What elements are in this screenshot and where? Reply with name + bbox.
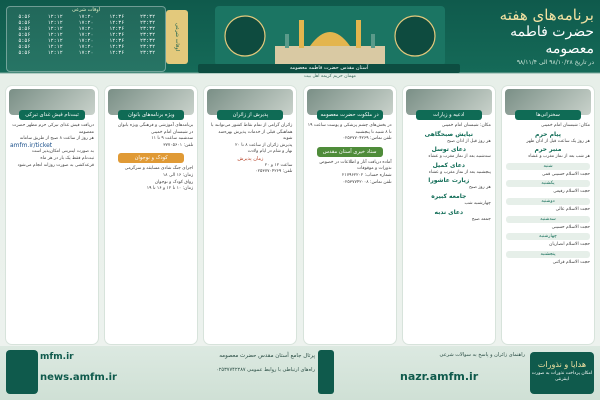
program-text: دریافت فیش غذای تبرکی حرم مطهر حضرت معصومه — [12, 123, 94, 135]
program-text: قرعه‌کشی به صورت روزانه انجام می‌شود — [17, 162, 94, 168]
program-column — [403, 86, 495, 344]
day-label: پنجشنبه — [506, 251, 590, 258]
day-label: چهارشنبه — [506, 233, 590, 240]
program-text: تلفن: ۰۲۵۳۷۷۰۴۲۶۹ — [255, 169, 293, 175]
prayer-time-cell: ۲۳:۳۲ — [140, 44, 156, 50]
program-text: پنجشنبه بعد از نماز مغرب و عشاء — [428, 169, 491, 175]
program-text: زمان پذیرش — [237, 155, 264, 162]
prayer-time-cell: ۲۳:۳۲ — [140, 32, 156, 38]
prayer-time-cell: ۱۷:۲۰ — [78, 50, 94, 56]
prayer-time-cell: ۲۳:۳۲ — [140, 50, 156, 56]
footer-contact-text: راه‌های ارتباطی با روابط عمومی ۰۲۵۳۷۷۴۲۲۸۷ — [216, 367, 315, 373]
subtitle-banner: آستان مقدس حضرت فاطمه معصومه — [198, 64, 460, 73]
day-label: شنبه — [506, 163, 590, 170]
program-text: آماده دریافت آثار و اطلاعات در خصوص نذورات و موقوفات — [319, 159, 392, 172]
subtitle-secondary: مهمان حریم کریمه اهل بیت — [304, 74, 356, 79]
prayer-time-cell: ۲۳:۳۲ — [140, 20, 156, 26]
prayer-time-cell: ۲۳:۳۲ — [140, 38, 156, 44]
day-label: دوشنبه — [506, 198, 590, 205]
donations-subtitle: امکان پرداخت نذورات به صورت اینترنتی — [531, 371, 593, 382]
prayer-time-cell: ۵:۵۶ — [18, 50, 31, 56]
donations-title: هدایا و نذورات — [537, 360, 587, 369]
program-column — [105, 86, 197, 344]
title-line1: برنامه‌های هفته — [499, 6, 594, 24]
prayer-time-cell: ۱۲:۱۲ — [47, 26, 63, 32]
prayer-time-cell: ۱۲:۱۲ — [47, 38, 63, 44]
column-title: ثبت‌نام فیش غذای تبرکی — [19, 110, 85, 120]
program-text: زمان: ۱۶ الی ۱۸ — [162, 172, 194, 178]
prayer-time-cell: ۲۳:۳۲ — [140, 26, 156, 32]
program-text: حجت الاسلام قرائتی — [552, 259, 590, 265]
column-body — [204, 122, 296, 177]
prayer-time-cell: ۵:۵۶ — [18, 20, 31, 26]
title-line2: حضرت فاطمه معصومه — [510, 24, 594, 57]
program-column — [304, 86, 396, 344]
column-body — [105, 122, 197, 194]
prayer-time-cell: ۵:۵۶ — [18, 32, 31, 38]
footer-guide-text: راهنمای زائران و پاسخ به سوالات شرعی — [439, 352, 525, 358]
column-body — [502, 122, 594, 267]
program-text: جامعه کبیره — [431, 192, 467, 200]
shrine-logo-icon — [6, 350, 38, 394]
program-text: در شبستان امام خمینی — [150, 129, 194, 135]
prayer-time-cell: ۱۲:۱۲ — [47, 50, 63, 56]
prayer-time-cell: ۱۲:۳۶ — [109, 20, 125, 26]
shrine-illustration — [215, 6, 445, 66]
title-date: در تاریخ ۹۸/۱۰/۲۸ الی ۹۸/۱۱/۴ — [516, 59, 594, 66]
program-text: پذیرش زائران از ساعت ۸ تا ۲۰ — [235, 142, 293, 148]
header — [0, 0, 600, 78]
footer-portal-text: پرتال جامع آستان مقدس حضرت معصومه — [219, 353, 315, 359]
emblem-icon — [318, 350, 334, 394]
program-text: زیارت عاشورا — [428, 177, 470, 185]
program-text: پیام حرم — [535, 130, 561, 138]
program-text: حجت الاسلام عالی — [555, 206, 590, 212]
program-text: حجت الاسلام حسینی — [551, 224, 590, 230]
prayer-time-cell: ۱۲:۱۲ — [47, 20, 63, 26]
program-text: دعای ندبه — [434, 208, 464, 216]
poster-title — [458, 6, 594, 67]
prayer-time-cell: ۱۲:۳۶ — [109, 38, 125, 44]
column-title: ادعیه و زیارات — [416, 110, 482, 120]
program-text: تلفن تماس: ۰۲۵۳۷۷۴۲۰۰۸ — [342, 179, 392, 185]
news-link[interactable]: news.amfm.ir — [40, 372, 117, 383]
section-title: کودک و نوجوان — [118, 153, 184, 163]
program-text: هر روز قبل از اذان صبح — [447, 138, 491, 144]
program-text: دعای کمیل — [432, 161, 465, 169]
prayer-time-cell: ۵:۵۶ — [18, 26, 31, 32]
prayer-time-cell: ۱۲:۱۲ — [47, 14, 63, 20]
prayer-time-cell: ۵:۵۶ — [18, 44, 31, 50]
program-text: هر شب بعد از نماز مغرب و عشاء — [528, 154, 590, 160]
program-text: در بخش‌های چشم پزشکی و پوست ساعت ۱۹ تا ۸ شنبه تا پنجشنبه — [307, 123, 392, 135]
program-column — [6, 86, 98, 344]
prayer-time-cell: ۱۷:۲۰ — [78, 44, 94, 50]
column-title: پذیرش از زائران — [217, 110, 283, 120]
program-text: سه‌شنبه بعد از نماز مغرب و عشاء — [428, 154, 491, 160]
column-body — [403, 122, 495, 224]
column-body — [304, 122, 396, 187]
prayer-time-cell: ۲۳:۳۲ — [140, 14, 156, 20]
program-text: تلفن: ۳۷۷۰۵۶۰۱ — [163, 142, 194, 148]
prayer-time-cell: ۱۷:۲۰ — [78, 32, 94, 38]
portal-link[interactable]: mfm.ir — [40, 352, 74, 362]
prayer-time-cell: ۵:۵۶ — [18, 14, 31, 20]
ticket-link[interactable]: amfm.ir/ticket — [10, 141, 53, 149]
prayer-time-cell: ۱۲:۱۲ — [47, 32, 63, 38]
program-text: حجت الاسلام حسینی قمی — [541, 171, 590, 177]
prayer-time-cell: ۱۲:۳۶ — [109, 50, 125, 56]
program-text: مکان: شبستان امام خمینی — [441, 123, 491, 128]
column-title: سخنرانی‌ها — [515, 110, 581, 120]
program-text: زمان: ۱۰ تا ۱۲ و ۱۶ تا ۱۹ — [146, 186, 194, 192]
program-text: منبر حرم — [534, 146, 562, 154]
program-text: ساعت ۱۲ و ۲۰ — [264, 162, 293, 168]
program-text: هر روز یک ساعت قبل از اذان ظهر — [526, 138, 590, 144]
program-text: نهار و شام در ایام ولادت — [247, 149, 293, 155]
prayer-time-cell: ۱۲:۳۶ — [109, 14, 125, 20]
prayer-time-cell: ۱۲:۳۶ — [109, 32, 125, 38]
program-text: دعای توسل — [431, 146, 466, 154]
column-title: ویژه برنامه‌های بانوان — [118, 110, 184, 120]
program-text: حجت الاسلام انصاریان — [549, 242, 590, 248]
day-label: یکشنبه — [506, 180, 590, 187]
prayer-time-cell: ۱۷:۲۰ — [78, 20, 94, 26]
prayer-times-row — [7, 50, 165, 56]
program-text: زائران گرامی از تمام نقاط کشور می‌توانند با هماهنگی قبلی از خدمات پذیرش بهره‌مند شوند — [210, 123, 293, 142]
prayer-time-cell: ۱۲:۳۶ — [109, 26, 125, 32]
program-text: هر روز صبح — [469, 185, 491, 191]
prayer-times-tag: اوقات شرعی — [166, 10, 188, 64]
prayer-times-rows — [7, 14, 165, 56]
program-column — [204, 86, 296, 344]
program-text: نیایش صبحگاهی — [424, 130, 473, 138]
program-text: به صورت اینترنتی امکان‌پذیر است — [31, 149, 94, 155]
donations-badge — [530, 352, 594, 394]
column-title: در ملکوت حضرت معصومه — [317, 110, 383, 120]
program-text: تلفن تماس: ۰۲۵۳۷۷۰۴۲۶۹ — [342, 136, 392, 142]
prayer-time-cell: ۱۷:۲۰ — [78, 14, 94, 20]
program-text: برنامه‌های آموزشی و فرهنگی ویژه بانوان — [118, 123, 194, 128]
prayer-times-header: اوقات شرعی — [71, 7, 101, 13]
program-text: رواق کودک و نوجوان — [154, 179, 194, 185]
program-text: ثبت‌نام فقط یک بار در هر ماه — [40, 155, 94, 161]
program-columns — [6, 86, 594, 344]
prayer-time-cell: ۵:۵۶ — [18, 38, 31, 44]
program-column — [502, 86, 594, 344]
program-text: اجرای جنگ شادی مسابقه و سرگرمی — [124, 166, 194, 172]
program-text: هر روز از ساعت ۸ صبح از طریق سامانه — [19, 136, 94, 142]
program-text: جمعه صبح — [471, 216, 491, 222]
prayer-time-cell: ۱۷:۲۰ — [78, 26, 94, 32]
program-text: سه‌شنبه ساعت ۹ تا ۱۱ — [151, 136, 194, 142]
column-body — [6, 122, 98, 170]
prayer-time-cell: ۱۷:۲۰ — [78, 38, 94, 44]
program-text: مکان: شبستان امام خمینی — [540, 123, 590, 128]
program-text: چهارشنبه شب — [464, 200, 491, 206]
day-label: سه‌شنبه — [506, 216, 590, 223]
program-text: شماره حساب: ۲۱۷۹۶۲۲۰۲ — [342, 172, 392, 178]
prayer-times-table — [6, 6, 166, 72]
program-text: حجت الاسلام رفیعی — [553, 189, 590, 195]
nazr-link[interactable]: nazr.amfm.ir — [400, 370, 479, 383]
prayer-time-cell: ۱۲:۳۶ — [109, 44, 125, 50]
prayer-time-cell: ۱۲:۱۲ — [47, 44, 63, 50]
section-title: ستاد خیری آستان مقدس — [317, 147, 383, 157]
